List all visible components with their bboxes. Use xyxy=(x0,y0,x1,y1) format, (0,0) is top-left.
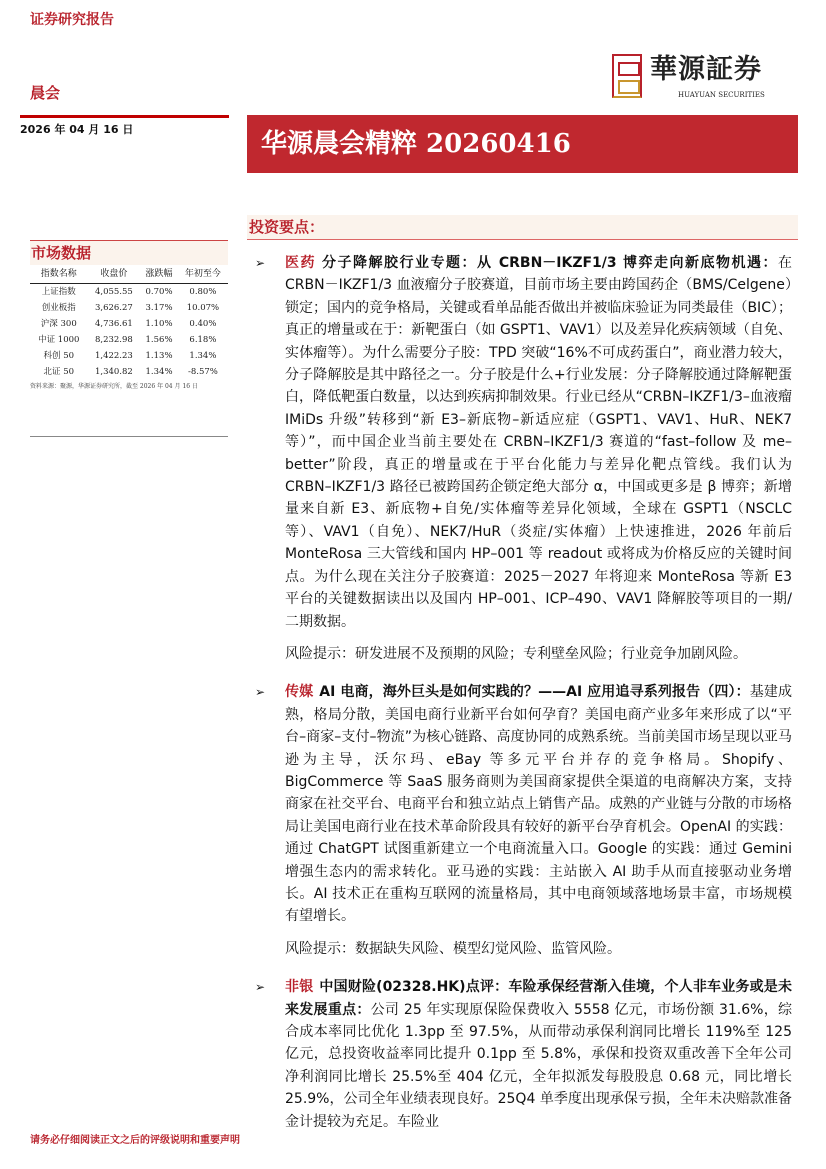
item-headline: AI 电商，海外巨头是如何实践的？——AI 应用追寻系列报告（四）： xyxy=(319,684,750,701)
market-data-title: 市场数据 xyxy=(30,241,228,265)
table-cell: 1.34% xyxy=(189,350,217,361)
table-cell: 1.56% xyxy=(145,334,173,345)
key-points-title: 投资要点： xyxy=(249,218,325,236)
table-cell: 1,340.82 xyxy=(94,366,133,377)
table-row xyxy=(30,300,228,316)
data-source-note: 资料来源：聚源，华源证券研究所，截至 2026 年 04 月 16 日 xyxy=(30,383,198,390)
table-cell: 北证 50 xyxy=(43,366,75,377)
table-cell: 科创 50 xyxy=(43,350,75,361)
table-row xyxy=(30,364,228,380)
table-cell: 创业板指 xyxy=(41,302,76,313)
bullet-arrow-icon: ➢ xyxy=(255,256,266,270)
table-cell: 3.17% xyxy=(145,302,173,313)
table-cell: 1.34% xyxy=(145,366,173,377)
table-cell: 1.10% xyxy=(145,318,173,329)
item-body: 公司 25 年实现原保险保费收入 5558 亿元，市场份额 31.6%，综合成本率同比优化 1.3pp 至 97.5%，从而带动承保利润同比增长 119%至 125 亿元，总投资收益率同比提升 0.1pp 至 5.8%，承保和投资双重改善下全年公司净利润同比增长 25.5%至 404 亿元，全年拟派发每股股息 0.68 元，同比增长 25.9%，公司全年业绩表现良好。25Q4 单季度出现承保亏损，全年未决赔款准备金计提较为充足。车险业 xyxy=(285,1001,792,1130)
table-cell: 4,055.55 xyxy=(94,286,133,297)
table-cell: 3,626.27 xyxy=(94,302,133,313)
table-cell: 8,232.98 xyxy=(94,334,133,345)
disclaimer-footer: 请务必仔细阅读正文之后的评级说明和重要声明 xyxy=(30,1135,240,1146)
table-cell: 4,736.61 xyxy=(94,318,133,329)
sector-tag: 非银 xyxy=(285,979,314,996)
table-cell: -8.57% xyxy=(187,366,218,377)
risk-note: 风险提示：数据缺失风险、模型幻觉风险、监管风险。 xyxy=(285,940,621,957)
table-cell: 0.40% xyxy=(189,318,217,329)
section-label: 晨会 xyxy=(30,84,61,102)
page-title: 华源晨会精粹 20260416 xyxy=(261,129,571,159)
market-data-table xyxy=(30,265,228,380)
table-cell: 1,422.23 xyxy=(94,350,133,361)
table-cell: 10.07% xyxy=(186,302,220,313)
column-header: 涨跌幅 xyxy=(140,265,178,284)
sector-tag: 传媒 xyxy=(285,684,314,701)
table-row xyxy=(30,316,228,332)
table-cell: 0.70% xyxy=(145,286,173,297)
item-headline: 中国财险(02328.HK)点评：车险承保经营渐入佳境，个人非车业务或是未来发展重点： xyxy=(285,979,792,1018)
header-divider xyxy=(20,115,229,118)
bullet-arrow-icon: ➢ xyxy=(255,685,266,700)
logo-text-cn: 華源証券 xyxy=(650,54,762,85)
bullet-arrow-icon: ➢ xyxy=(255,980,266,995)
column-header: 收盘价 xyxy=(88,265,141,284)
report-item xyxy=(255,681,793,927)
table-cell: 0.80% xyxy=(189,286,217,297)
company-logo xyxy=(612,54,787,100)
table-cell: 1.13% xyxy=(145,350,173,361)
table-row xyxy=(30,284,228,301)
risk-note: 风险提示：研发进展不及预期的风险；专利壁垒风险；行业竞争加剧风险。 xyxy=(285,645,747,662)
item-headline: 分子降解胶行业专题：从 CRBN－IKZF1/3 博弈走向新底物机遇： xyxy=(322,255,778,271)
table-row xyxy=(30,332,228,348)
item-body: 基建成熟，格局分散，美国电商行业新平台如何孕育？美国电商产业多年来形成了以“平台–商家–支付–物流”为核心链路、高度协同的成熟系统。当前美国市场呈现以亚马逊为主导，沃尔玛、eBay 等多元平台并存的竞争格局。Shopify、BigCommerce 等 SaaS 服务商则为美国商家提供全渠道的电商解决方案，支持商家在社交平台、电商平台和独立站点上销售产品。成熟的产业链与分散的市场格局让美国电商行业在技术革命阶段具有较好的新平台孕育机会。OpenAI 的实践：通过 ChatGPT 试图重新建立一个电商流量入口。Google 的实践：通过 Gemini 增强生态内的需求转化。亚马逊的实践：主站嵌入 AI 助手从而直接驱动业务增长。AI 技术正在重构互联网的流量格局，其中电商领域落地场景丰富，市场规模有望增长。 xyxy=(285,684,793,925)
item-body: 在 CRBN－IKZF1/3 血液瘤分子胶赛道，目前市场主要由跨国药企（BMS/Celgene）锁定；国内的竞争格局，关键或看单品能否做出并被临床验证为同类最佳（BIC）；真正的增量或在于：新靶蛋白（如 GSPT1、VAV1）以及差异化疾病领域（自免、实体瘤等）。为什么需要分子胶：TPD 突破“16%不可成药蛋白”，商业潜力较大，分子降解胶是其中路径之一。分子胶是什么+行业发展：分子降解胶通过降解靶蛋白，降低靶蛋白数量，以达到疾病抑制效果。行业已经从“CRBN–IKZF1/3–血液瘤 IMiDs 升级”转移到“新 E3–新底物–新适应症（GSPT1、VAV1、HuR、NEK7 等）”，而中国企业当前主要处在 CRBN–IKZF1/3 赛道的“fast–follow 及 me–better”阶段，真正的增量或在于平台化能力与差异化靶点管线。我们认为 CRBN–IKZF1/3 路径已被跨国药企锁定绝大部分 α，中国或更多是 β 博弈；新增量来自新 E3、新底物+自免/实体瘤等差异化领域，全球在 GSPT1（NSCLC 等）、VAV1（自免）、NEK7/HuR（炎症/实体瘤）上快速推进，2026 年前后 MonteRosa 三大管线和国内 HP–001 等 readout 或将成为价格反应的关键时间点。为什么现在关注分子胶赛道：2025－2027 年将迎来 MonteRosa 等新 E3 平台的关键数据读出以及国内 HP–001、ICP–490、VAV1 降解胶等项目的一期/二期数据。 xyxy=(285,255,792,630)
table-cell: 沪深 300 xyxy=(40,318,77,329)
key-points-header xyxy=(247,215,798,240)
table-cell: 6.18% xyxy=(189,334,217,345)
report-body xyxy=(255,252,793,1133)
sidebar-divider xyxy=(30,436,228,437)
document-type-label: 证券研究报告 xyxy=(30,12,114,28)
report-item xyxy=(255,976,792,1133)
market-data-panel xyxy=(30,240,228,391)
logo-text-en: HUAYUAN SECURITIES xyxy=(678,91,765,99)
column-header: 年初至今 xyxy=(178,265,228,284)
column-header: 指数名称 xyxy=(30,265,88,284)
table-row xyxy=(30,348,228,364)
report-item xyxy=(255,252,792,633)
table-cell: 中证 1000 xyxy=(38,334,80,345)
sector-tag: 医药 xyxy=(285,255,316,271)
logo-mark-icon xyxy=(612,54,642,98)
title-banner xyxy=(247,115,798,173)
report-date: 2026 年 04 月 16 日 xyxy=(20,123,134,136)
table-cell: 上证指数 xyxy=(41,286,76,297)
